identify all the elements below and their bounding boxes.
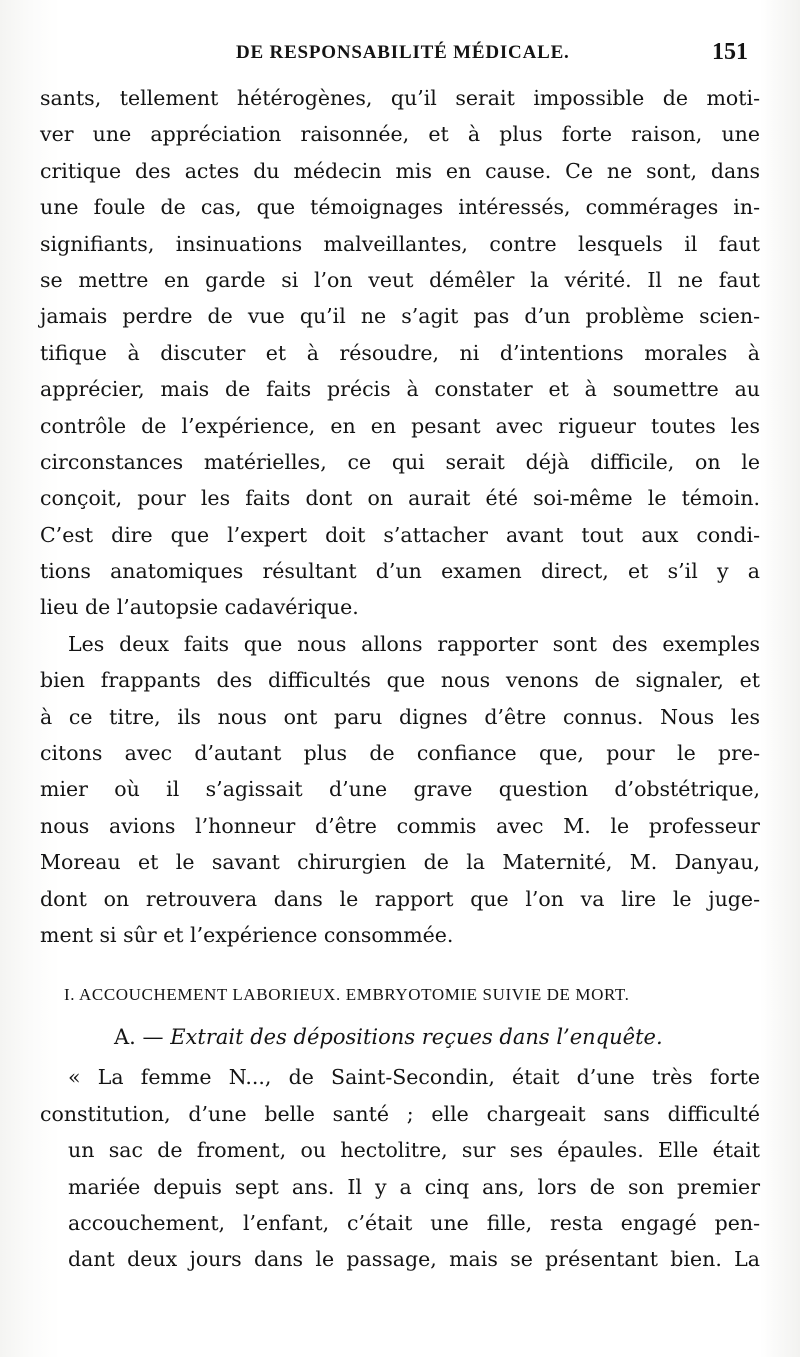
- text-line: tions anatomiques résultant d’un examen direct, et s’il y a: [40, 559, 760, 584]
- section-heading: I. ACCOUCHEMENT LABORIEUX. EMBRYOTOMIE SUIVIE DE MORT.: [64, 985, 630, 1005]
- text-line: C’est dire que l’expert doit s’attacher avant tout aux condi-: [40, 522, 760, 547]
- text-line: constitution, d’une belle santé ; elle chargeait sans difficulté: [40, 1101, 760, 1126]
- text-line: critique des actes du médecin mis en cause. Ce ne sont, dans: [40, 158, 760, 183]
- text-line: signifiants, insinuations malveillantes, contre lesquels il faut: [40, 231, 760, 256]
- running-head: DE RESPONSABILITÉ MÉDICALE.: [236, 42, 570, 63]
- page-number: 151: [712, 39, 748, 65]
- text-line: Moreau et le savant chirurgien de la Maternité, M. Danyau,: [40, 850, 760, 875]
- paragraph-1: [40, 80, 760, 626]
- text-line: apprécier, mais de faits précis à constater et à soumettre au: [40, 377, 760, 402]
- text-line: tifique à discuter et à résoudre, ni d’intentions morales à: [40, 340, 760, 365]
- subsection-label: A. —: [114, 1025, 164, 1050]
- text-line: jamais perdre de vue qu’il ne s’agit pas d’un problème scien-: [40, 304, 760, 329]
- text-line: mariée depuis sept ans. Il y a cinq ans, lors de son premier: [68, 1174, 760, 1199]
- text-line: ment si sûr et l’expérience consommée.: [40, 922, 454, 947]
- text-line: Les deux faits que nous allons rapporter sont des exemples: [68, 631, 760, 656]
- text-line: à ce titre, ils nous ont paru dignes d’être connus. Nous les: [40, 704, 760, 729]
- text-line: un sac de froment, ou hectolitre, sur ses épaules. Elle était: [68, 1138, 760, 1163]
- text-line: bien frappants des difficultés que nous venons de signaler, et: [40, 668, 760, 693]
- text-line: circonstances matérielles, ce qui serait déjà difficile, on le: [40, 449, 760, 474]
- subsection-heading: [40, 1015, 760, 1059]
- text-line: accouchement, l’enfant, c’était une fille, resta engagé pen-: [68, 1210, 760, 1235]
- text-line: dant deux jours dans le passage, mais se présentant bien. La: [68, 1247, 760, 1272]
- text-line: mier où il s’agissait d’une grave question d’obstétrique,: [40, 777, 760, 802]
- section-spacer: [40, 953, 760, 975]
- body-text: [40, 80, 760, 1278]
- text-line: « La femme N..., de Saint-Secondin, était d’une très forte: [68, 1065, 760, 1090]
- paragraph-3: [40, 1059, 760, 1277]
- text-line: ver une appréciation raisonnée, et à plus forte raison, une: [40, 122, 760, 147]
- text-line: citons avec d’autant plus de confiance que, pour le pre-: [40, 741, 760, 766]
- text-line: une foule de cas, que témoignages intéressés, commérages in-: [40, 195, 760, 220]
- text-line: conçoit, pour les faits dont on aurait été soi-même le témoin.: [40, 486, 760, 511]
- paragraph-2: [40, 626, 760, 954]
- text-line: sants, tellement hétérogènes, qu’il serait impossible de moti-: [40, 86, 760, 110]
- page-header: [0, 39, 800, 72]
- text-line: dont on retrouvera dans le rapport que l’on va lire le juge-: [40, 886, 760, 911]
- text-line: nous avions l’honneur d’être commis avec M. le professeur: [40, 813, 760, 838]
- text-line: contrôle de l’expérience, en en pesant avec rigueur toutes les: [40, 413, 760, 438]
- subsection-title: Extrait des dépositions reçues dans l’enquête.: [170, 1025, 663, 1050]
- text-line: se mettre en garde si l’on veut démêler la vérité. Il ne faut: [40, 267, 760, 292]
- text-line: lieu de l’autopsie cadavérique.: [40, 595, 359, 620]
